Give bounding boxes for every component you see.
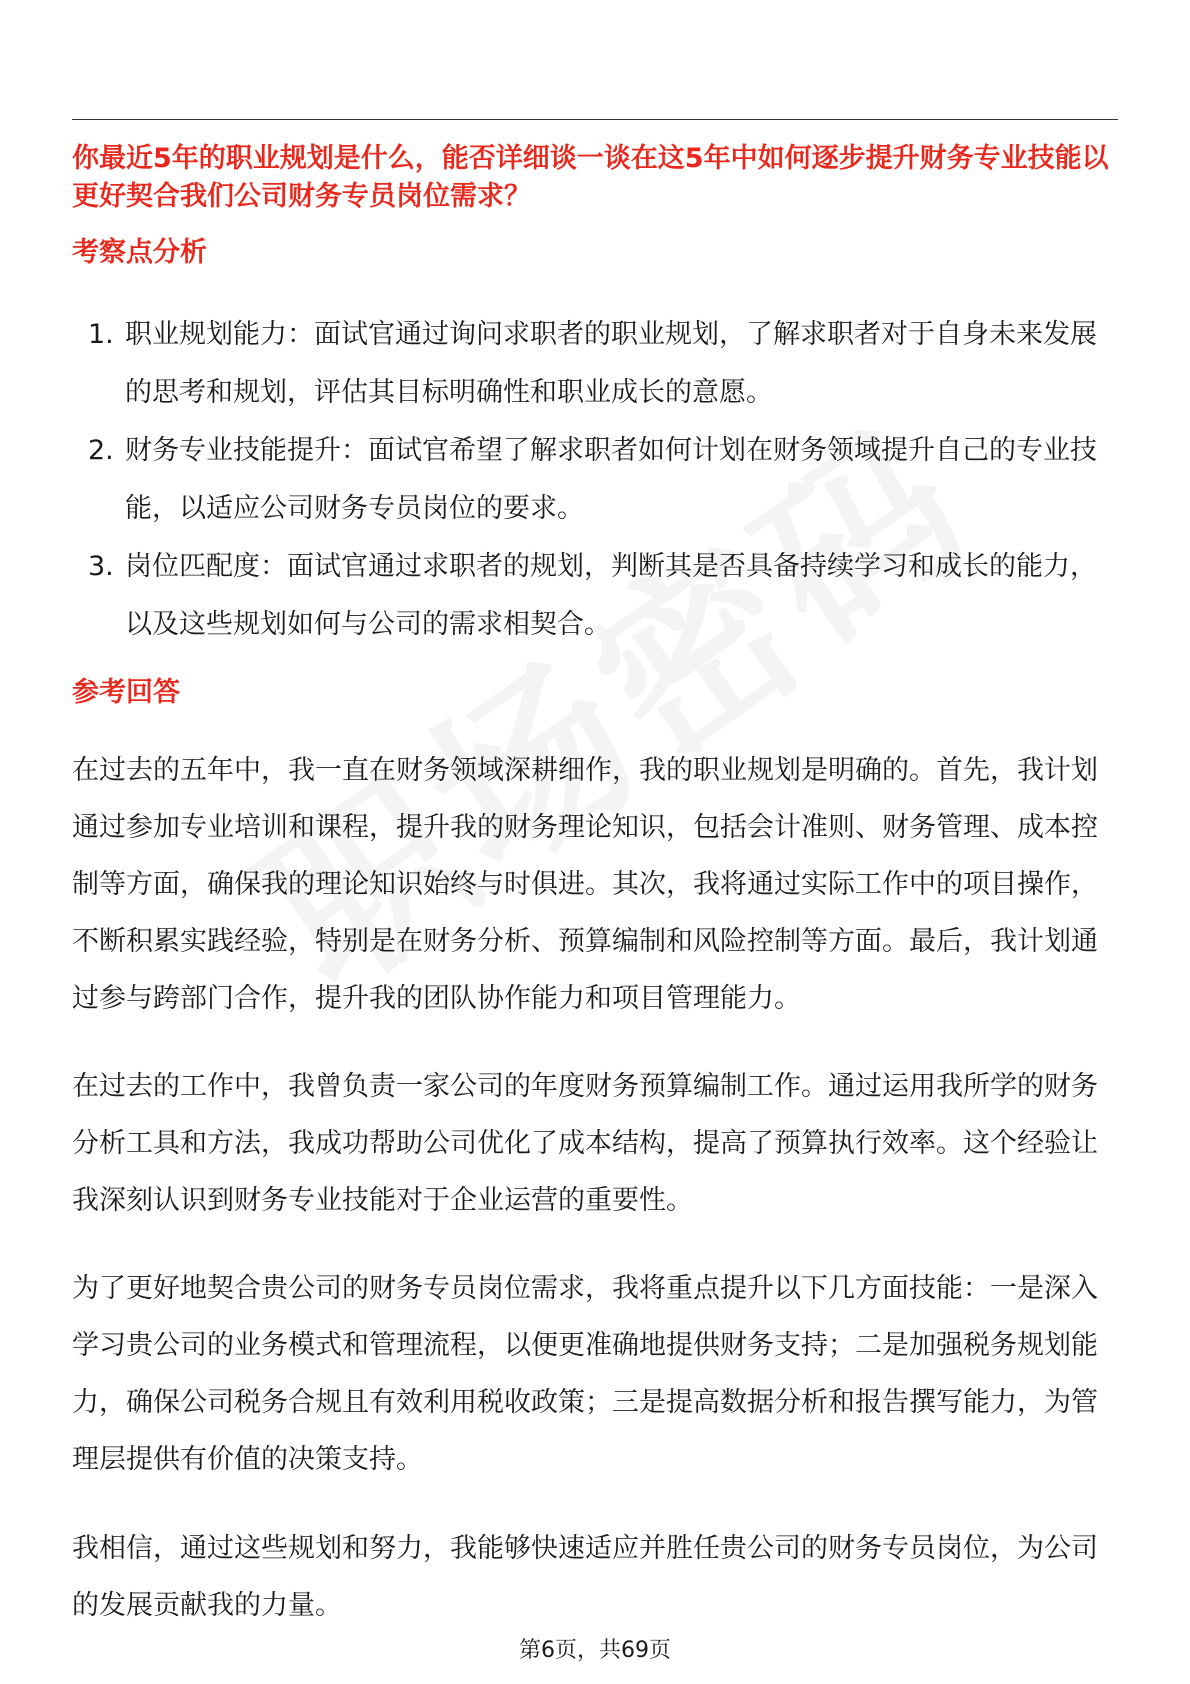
analysis-item-number: 2. <box>88 435 114 466</box>
answer-heading: 参考回答 <box>72 677 180 708</box>
analysis-item-number: 3. <box>88 551 114 582</box>
analysis-item-number: 1. <box>88 319 114 350</box>
analysis-item-text: 财务专业技能提升：面试官希望了解求职者如何计划在财务领域提升自己的专业技能，以适应公司财务专员岗位的要求。 <box>125 435 1097 524</box>
top-divider <box>72 119 1118 120</box>
answer-paragraph: 为了更好地契合贵公司的财务专员岗位需求，我将重点提升以下几方面技能：一是深入学习贵公司的业务模式和管理流程，以便更准确地提供财务支持；二是加强税务规划能力，确保公司税务合规且有效利用税收政策；三是提高数据分析和报告撰写能力，为管理层提供有价值的决策支持。 <box>72 1273 1098 1475</box>
analysis-item-text: 职业规划能力：面试官通过询问求职者的职业规划，了解求职者对于自身未来发展的思考和规划，评估其目标明确性和职业成长的意愿。 <box>125 319 1097 408</box>
analysis-item <box>72 422 1122 538</box>
page-number: 第6页，共69页 <box>519 1638 671 1663</box>
question-text: 你最近5年的职业规划是什么，能否详细谈一谈在这5年中如何逐步提升财务专业技能以更好契合我们公司财务专员岗位需求？ <box>72 143 1109 212</box>
answer-paragraph: 在过去的工作中，我曾负责一家公司的年度财务预算编制工作。通过运用我所学的财务分析工具和方法，我成功帮助公司优化了成本结构，提高了预算执行效率。这个经验让我深刻认识到财务专业技能对于企业运营的重要性。 <box>72 1071 1098 1216</box>
analysis-heading: 考察点分析 <box>72 237 207 268</box>
answer-paragraph: 我相信，通过这些规划和努力，我能够快速适应并胜任贵公司的财务专员岗位，为公司的发展贡献我的力量。 <box>72 1533 1098 1621</box>
answer-paragraph: 在过去的五年中，我一直在财务领域深耕细作，我的职业规划是明确的。首先，我计划通过参加专业培训和课程，提升我的财务理论知识，包括会计准则、财务管理、成本控制等方面，确保我的理论知识始终与时俱进。其次，我将通过实际工作中的项目操作，不断积累实践经验，特别是在财务分析、预算编制和风险控制等方面。最后，我计划通过参与跨部门合作，提升我的团队协作能力和项目管理能力。 <box>72 755 1098 1014</box>
analysis-item <box>72 538 1122 654</box>
analysis-item <box>72 306 1122 422</box>
analysis-item-text: 岗位匹配度：面试官通过求职者的规划，判断其是否具备持续学习和成长的能力，以及这些规划如何与公司的需求相契合。 <box>125 551 1097 640</box>
analysis-list <box>72 306 1122 654</box>
